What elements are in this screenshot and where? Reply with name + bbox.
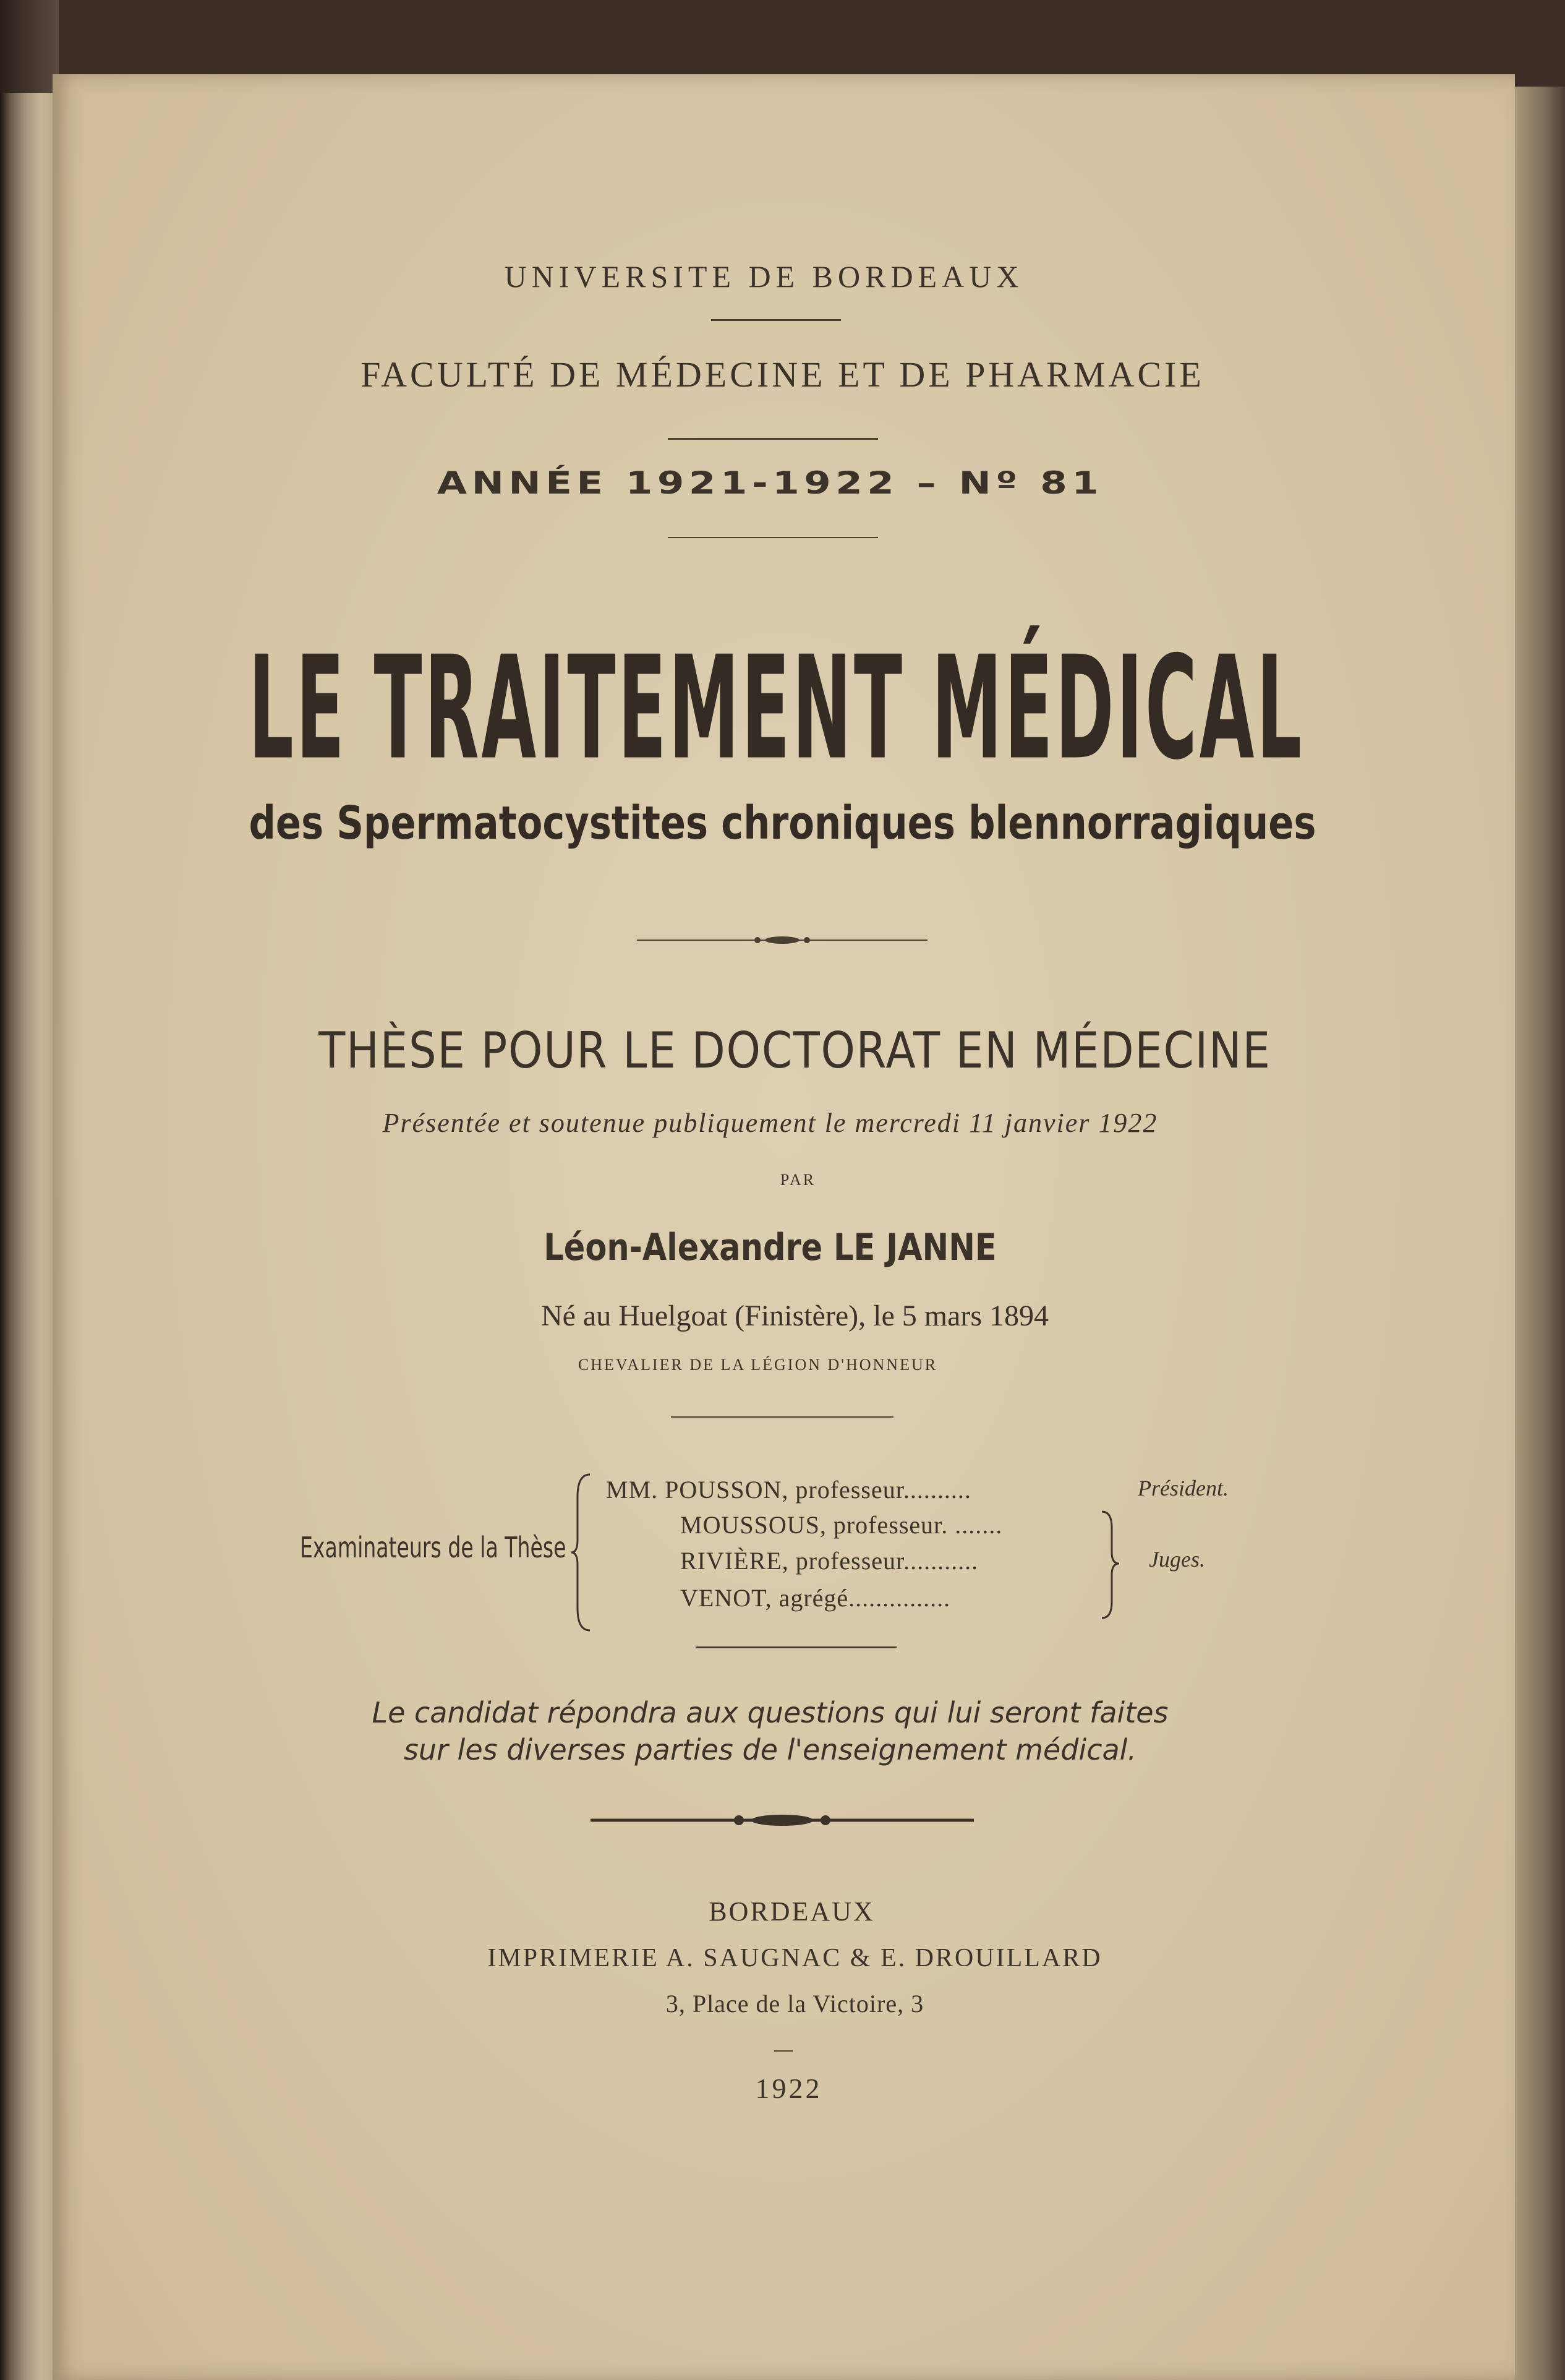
- examiner-row-3: RIVIÈRE, professeur...........: [680, 1547, 979, 1575]
- imprint-printer: IMPRIMERIE A. SAUGNAC & E. DROUILLARD: [487, 1944, 1102, 1972]
- ornament-rule-2: [591, 1811, 974, 1830]
- subtitle: des Spermatocystites chroniques blennorragiques: [249, 797, 1316, 850]
- thesis-heading: THÈSE POUR LE DOCTORAT EN MÉDECINE: [318, 1022, 1271, 1079]
- year-number-line: ANNÉE 1921-1922 – Nº 81: [437, 465, 1104, 501]
- spine-tab: [0, 0, 59, 93]
- par-label: PAR: [780, 1171, 816, 1189]
- left-brace: [569, 1472, 594, 1633]
- rule-3: [668, 537, 878, 538]
- rule-1: [711, 319, 841, 321]
- rule-2: [668, 438, 878, 440]
- presented-line: Présentée et soutenue publiquement le mercredi 11 janvier 1922: [382, 1108, 1158, 1138]
- right-brace: [1099, 1509, 1122, 1620]
- author-name: Léon-Alexandre LE JANNE: [544, 1226, 997, 1269]
- honour-line: CHEVALIER DE LA LÉGION D'HONNEUR: [578, 1356, 938, 1374]
- rule-4: [671, 1416, 893, 1418]
- university-name: UNIVERSITE DE BORDEAUX: [504, 259, 1024, 294]
- main-title: LE TRAITEMENT MÉDICAL: [248, 625, 1305, 792]
- imprint-year: 1922: [755, 2073, 822, 2104]
- page-edge: [1515, 87, 1565, 2380]
- judges-role: Juges.: [1149, 1547, 1205, 1572]
- examiners-label: Examinateurs de la Thèse: [300, 1531, 566, 1564]
- ornament-rule-1: [637, 931, 927, 949]
- president-role: Président.: [1138, 1476, 1229, 1500]
- rule-6: [774, 2050, 793, 2052]
- imprint-address: 3, Place de la Victoire, 3: [665, 1990, 924, 2018]
- faculty-name: FACULTÉ DE MÉDECINE ET DE PHARMACIE: [360, 354, 1205, 395]
- notice-line-2: sur les diverses parties de l'enseignement médical.: [403, 1733, 1137, 1766]
- examiner-row-1: MM. POUSSON, professeur..........: [606, 1476, 971, 1504]
- examiner-row-4: VENOT, agrégé...............: [680, 1584, 951, 1612]
- birth-line: Né au Huelgoat (Finistère), le 5 mars 1894: [540, 1299, 1049, 1332]
- examiner-row-2: MOUSSOUS, professeur. .......: [680, 1511, 1003, 1539]
- rule-5: [696, 1646, 897, 1648]
- imprint-city: BORDEAUX: [709, 1896, 875, 1927]
- notice-line-1: Le candidat répondra aux questions qui lui seront faites: [372, 1696, 1169, 1729]
